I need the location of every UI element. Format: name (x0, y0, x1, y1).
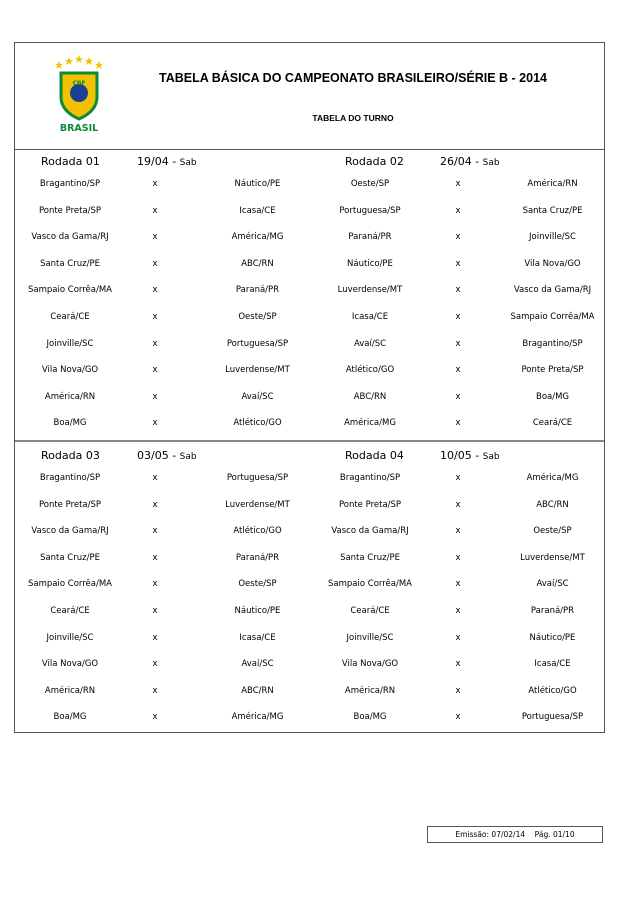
versus-left: x (152, 232, 158, 243)
home-team-right: Luverdense/MT (337, 285, 403, 296)
divider (15, 440, 604, 442)
away-team-right: Portuguesa/SP (521, 712, 584, 723)
table-row (15, 598, 604, 625)
versus-left: x (152, 659, 158, 670)
away-team-right: Boa/MG (535, 391, 570, 402)
versus-left: x (152, 526, 158, 537)
home-team-right: América/RN (344, 685, 396, 696)
table-row (15, 251, 604, 278)
table-row (15, 625, 604, 652)
away-team-right: Joinville/SC (529, 232, 576, 243)
table-row (15, 678, 604, 705)
home-team-left: Ponte Preta/SP (38, 205, 102, 216)
away-team-left: Avaí/SC (241, 659, 274, 670)
stars-icon (55, 55, 103, 69)
table-row (15, 384, 604, 411)
versus-left: x (152, 579, 158, 590)
versus-left: x (152, 632, 158, 643)
away-team-right: Vasco da Gama/RJ (513, 285, 592, 296)
away-team-left: Oeste/SP (238, 579, 277, 590)
table-row (15, 545, 604, 572)
sheet-header (15, 43, 604, 150)
away-team-right: Santa Cruz/PE (522, 205, 583, 216)
versus-right: x (455, 258, 461, 269)
away-team-left: Avaí/SC (241, 391, 274, 402)
home-team-right: Bragantino/SP (339, 473, 401, 483)
versus-left: x (152, 606, 158, 616)
home-team-left: Vasco da Gama/RJ (31, 526, 109, 537)
schedule-sheet (14, 42, 605, 733)
home-team-left: América/RN (44, 685, 96, 696)
versus-left: x (152, 258, 158, 269)
away-team-right: Bragantino/SP (522, 338, 583, 349)
rodada-date: 10/05 - Sab (440, 449, 500, 462)
away-team-left: Náutico/PE (234, 179, 281, 189)
versus-right: x (455, 391, 461, 402)
rodada-header (15, 443, 604, 465)
home-team-left: Sampaio Corrêa/MA (28, 285, 112, 296)
versus-right: x (455, 285, 461, 296)
table-row (15, 304, 604, 331)
away-team-right: Luverdense/MT (520, 552, 585, 563)
versus-right: x (455, 179, 461, 189)
away-team-left: América/MG (231, 712, 284, 723)
home-team-right: Santa Cruz/PE (340, 552, 400, 563)
rodada-label: Rodada 02 (345, 155, 404, 168)
table-row (15, 651, 604, 678)
home-team-left: Bragantino/SP (39, 179, 101, 189)
away-team-right: América/RN (527, 179, 578, 189)
home-team-left: Vasco da Gama/RJ (31, 232, 109, 243)
away-team-right: Vila Nova/GO (524, 258, 581, 269)
home-team-left: Ceará/CE (50, 606, 90, 616)
versus-right: x (455, 232, 461, 243)
away-team-left: Oeste/SP (238, 312, 277, 322)
away-team-right: Sampaio Corrêa/MA (510, 312, 595, 322)
home-team-left: Sampaio Corrêa/MA (28, 579, 112, 590)
versus-right: x (455, 552, 461, 563)
table-row (15, 465, 604, 492)
home-team-left: Boa/MG (53, 712, 87, 723)
home-team-right: Oeste/SP (350, 179, 390, 189)
versus-right: x (455, 659, 461, 670)
versus-left: x (152, 285, 158, 296)
away-team-left: Paraná/PR (235, 552, 280, 563)
home-team-right: Ceará/CE (350, 606, 390, 616)
away-team-left: Portuguesa/SP (226, 473, 289, 483)
rodada-date: 03/05 - Sab (137, 449, 197, 462)
versus-left: x (152, 179, 158, 189)
table-row (15, 198, 604, 225)
versus-left: x (152, 473, 158, 483)
versus-left: x (152, 338, 158, 349)
away-team-left: América/MG (231, 232, 284, 243)
cbf-brasil-logo (49, 55, 109, 133)
home-team-right: Portuguesa/SP (339, 205, 401, 216)
home-team-left: Ponte Preta/SP (38, 499, 102, 510)
home-team-left: Vila Nova/GO (41, 365, 99, 376)
table-row (15, 410, 604, 437)
versus-left: x (152, 205, 158, 216)
versus-left: x (152, 312, 158, 322)
home-team-right: Icasa/CE (351, 312, 389, 322)
away-team-right: Atlético/GO (528, 685, 577, 696)
home-team-right: Atlético/GO (345, 365, 395, 376)
versus-right: x (455, 526, 461, 537)
home-team-left: Bragantino/SP (39, 473, 101, 483)
home-team-left: Joinville/SC (46, 632, 94, 643)
home-team-right: Vasco da Gama/RJ (331, 526, 409, 537)
table-row (15, 331, 604, 358)
versus-right: x (455, 632, 461, 643)
home-team-right: Ponte Preta/SP (338, 499, 402, 510)
home-team-left: Santa Cruz/PE (40, 258, 100, 269)
table-row (15, 357, 604, 384)
versus-right: x (455, 418, 461, 429)
versus-left: x (152, 418, 158, 429)
away-team-left: Atlético/GO (233, 418, 282, 429)
logo-badge-text: CBF (72, 80, 86, 87)
home-team-left: Boa/MG (53, 418, 87, 429)
emission-footer (427, 826, 603, 843)
versus-right: x (455, 365, 461, 376)
home-team-right: América/MG (344, 418, 396, 429)
away-team-left: Atlético/GO (233, 526, 282, 537)
versus-left: x (152, 685, 158, 696)
page-subtitle: TABELA DO TURNO (312, 113, 394, 123)
rodada-label: Rodada 04 (345, 449, 404, 462)
home-team-right: Náutico/PE (347, 258, 393, 269)
away-team-right: Paraná/PR (530, 606, 575, 616)
versus-left: x (152, 712, 158, 723)
away-team-right: ABC/RN (536, 499, 569, 510)
table-row (15, 704, 604, 731)
table-row (15, 492, 604, 519)
away-team-right: América/MG (526, 473, 579, 483)
versus-right: x (455, 579, 461, 590)
home-team-right: Sampaio Corrêa/MA (328, 579, 412, 590)
home-team-left: Vila Nova/GO (41, 659, 99, 670)
versus-right: x (455, 338, 461, 349)
away-team-left: Icasa/CE (239, 205, 276, 216)
versus-left: x (152, 391, 158, 402)
away-team-right: Icasa/CE (534, 659, 571, 670)
table-row (15, 171, 604, 198)
home-team-left: Santa Cruz/PE (40, 552, 100, 563)
versus-left: x (152, 365, 158, 376)
rodada-label: Rodada 03 (41, 449, 100, 462)
logo-text: BRASIL (59, 123, 99, 133)
away-team-right: Ceará/CE (532, 418, 573, 429)
versus-right: x (455, 685, 461, 696)
home-team-right: Joinville/SC (346, 632, 394, 643)
emission-date: Emissão: 07/02/14 (455, 830, 526, 839)
versus-left: x (152, 552, 158, 563)
home-team-right: ABC/RN (353, 391, 387, 402)
versus-right: x (455, 606, 461, 616)
away-team-left: Luverdense/MT (225, 365, 290, 376)
table-row (15, 518, 604, 545)
away-team-left: Luverdense/MT (225, 499, 290, 510)
away-team-left: Náutico/PE (234, 606, 281, 616)
home-team-left: América/RN (44, 391, 96, 402)
versus-right: x (455, 499, 461, 510)
away-team-left: Paraná/PR (235, 285, 280, 296)
home-team-left: Joinville/SC (46, 338, 94, 349)
table-row (15, 224, 604, 251)
rodada-date: 26/04 - Sab (440, 155, 500, 168)
home-team-right: Boa/MG (353, 712, 387, 723)
away-team-left: ABC/RN (241, 685, 274, 696)
page-title: TABELA BÁSICA DO CAMPEONATO BRASILEIRO/SÉRIE B - 2014 (158, 71, 547, 85)
away-team-right: Ponte Preta/SP (521, 365, 584, 376)
versus-right: x (455, 205, 461, 216)
versus-right: x (455, 473, 461, 483)
rodada-header (15, 149, 604, 171)
away-team-left: Portuguesa/SP (226, 338, 289, 349)
home-team-left: Ceará/CE (50, 312, 90, 322)
versus-right: x (455, 312, 461, 322)
rodada-label: Rodada 01 (41, 155, 100, 168)
away-team-left: Icasa/CE (239, 632, 276, 643)
home-team-right: Vila Nova/GO (341, 659, 399, 670)
away-team-right: Avaí/SC (536, 579, 569, 590)
versus-left: x (152, 499, 158, 510)
home-team-right: Paraná/PR (348, 232, 392, 243)
away-team-left: ABC/RN (241, 258, 274, 269)
rodada-date: 19/04 - Sab (137, 155, 197, 168)
versus-right: x (455, 712, 461, 723)
home-team-right: Avaí/SC (353, 338, 387, 349)
away-team-right: Oeste/SP (533, 526, 572, 537)
table-row (15, 277, 604, 304)
away-team-right: Náutico/PE (529, 632, 576, 643)
table-row (15, 571, 604, 598)
page-number: Pág. 01/10 (534, 830, 575, 839)
